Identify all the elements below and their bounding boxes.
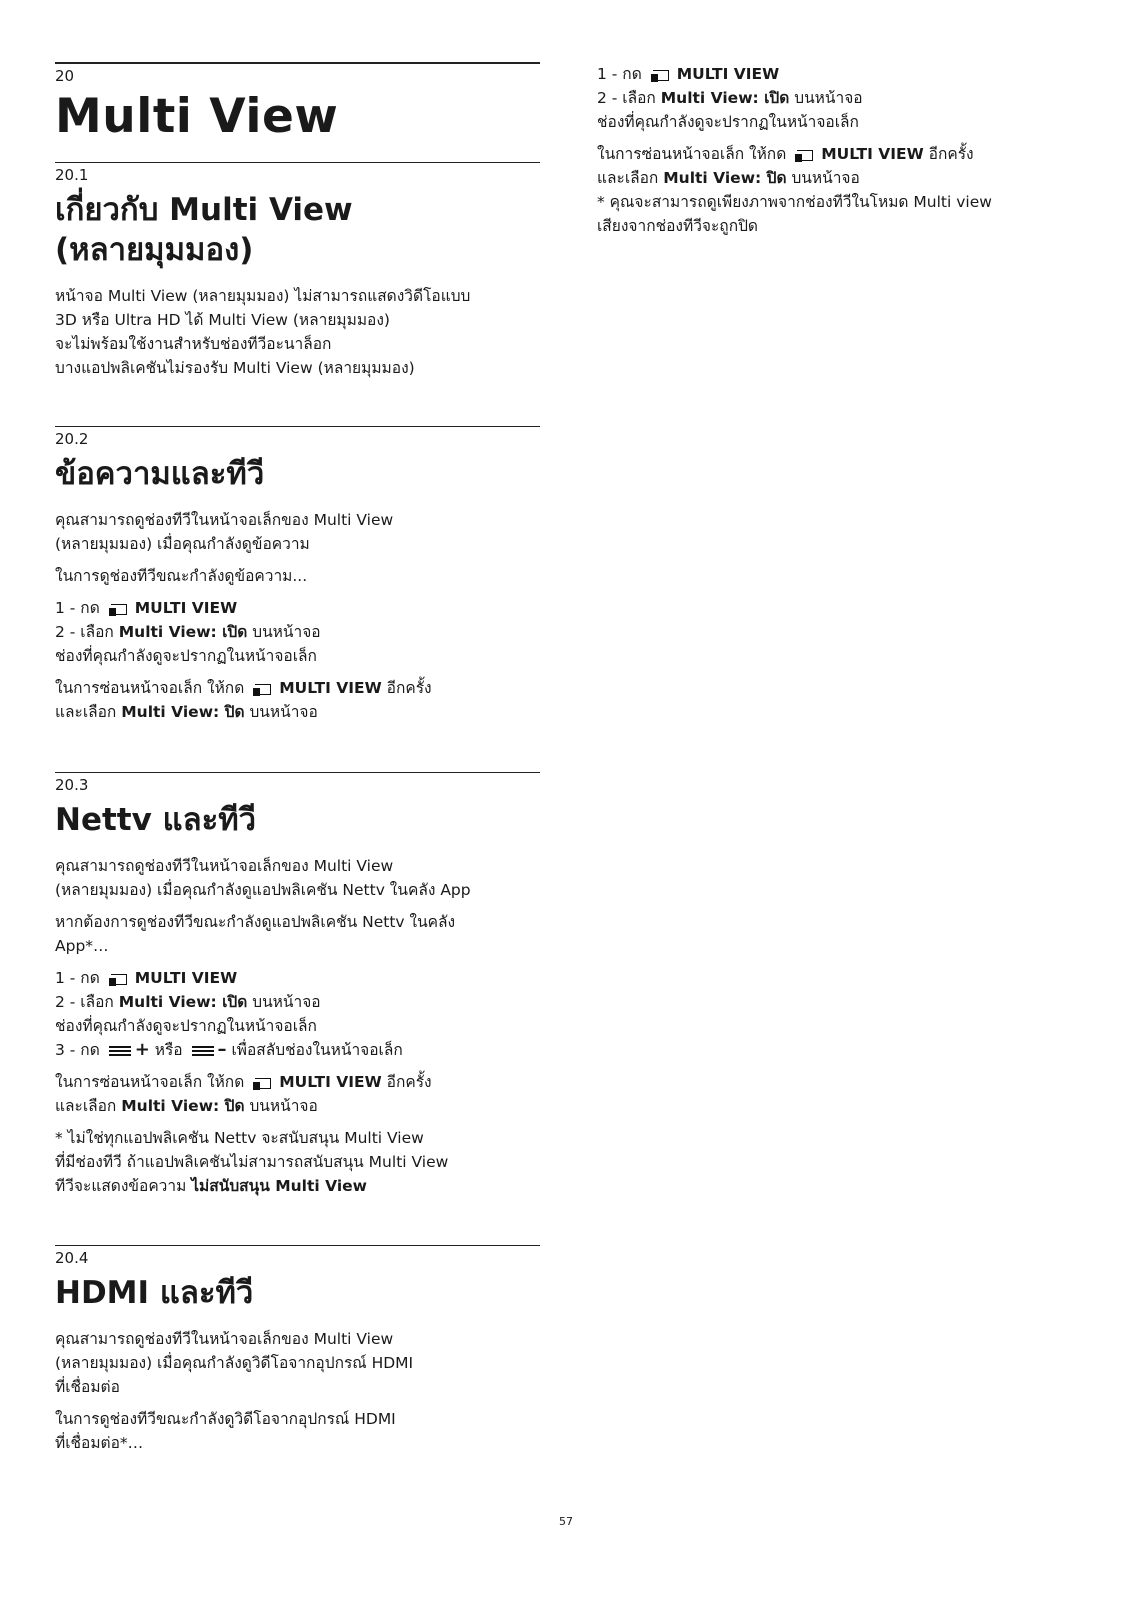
- text-line: ในการดูช่องทีวีขณะกำลังดูข้อความ...: [55, 567, 308, 585]
- section-nettv-and-tv: [55, 772, 540, 1206]
- step-text: บนหน้าจอ: [252, 623, 321, 641]
- text-line: คุณสามารถดูช่องทีวีในหน้าจอเล็กของ Multi View: [55, 511, 394, 529]
- step-3: [55, 1038, 540, 1062]
- multiview-key-icon: [253, 1076, 273, 1090]
- text-line: ที่มีช่องทีวี ถ้าแอปพลิเคชันไม่สามารถสนับสนุน Multi View: [55, 1153, 449, 1171]
- paragraph: [55, 508, 540, 556]
- text-line: ในการดูช่องทีวีขณะกำลังดูวิดีโอจากอุปกรณ์ HDMI: [55, 1410, 396, 1428]
- section-title-line: (หลายมุมมอง): [55, 232, 254, 268]
- step-text: ในการซ่อนหน้าจอเล็ก ให้กด: [55, 1073, 245, 1091]
- key-label: MULTI VIEW: [134, 599, 238, 617]
- step-text: 2 - เลือก: [55, 993, 114, 1011]
- section-rule: [55, 426, 540, 427]
- key-label: MULTI VIEW: [279, 679, 382, 697]
- step-text: ในการซ่อนหน้าจอเล็ก ให้กด: [55, 679, 245, 697]
- text-line: 3D หรือ Ultra HD ได้ Multi View (หลายมุมมอง): [55, 311, 390, 329]
- step-text: บนหน้าจอ: [791, 169, 860, 187]
- multiview-key-icon: [109, 972, 129, 986]
- section-number: 20.4: [55, 1249, 89, 1267]
- steps: [597, 62, 1077, 134]
- paragraph: [55, 1327, 540, 1399]
- section-text-and-tv: [55, 426, 540, 732]
- multiview-key-icon: [109, 602, 129, 616]
- step-text: บนหน้าจอ: [794, 89, 863, 107]
- chapter-rule: [55, 62, 540, 64]
- step-1: [597, 62, 1077, 86]
- hide-line-1: [597, 142, 1077, 166]
- option-label: Multi View: ปิด: [121, 703, 245, 721]
- paragraph: [55, 284, 540, 380]
- text-line: ช่องที่คุณกำลังดูจะปรากฏในหน้าจอเล็ก: [55, 1017, 317, 1035]
- text-line: จะไม่พร้อมใช้งานสำหรับช่องทีวีอะนาล็อก: [55, 335, 332, 353]
- footnote: [55, 1126, 540, 1198]
- paragraph: [55, 564, 540, 588]
- section-number: 20.1: [55, 166, 89, 184]
- plus-symbol: +: [134, 1039, 150, 1060]
- section-rule: [55, 1245, 540, 1246]
- step-text: 1 - กด: [597, 65, 642, 83]
- step-text: บนหน้าจอ: [249, 703, 318, 721]
- text-line: App*…: [55, 937, 109, 955]
- section-title: Nettv และทีวี: [55, 802, 257, 838]
- option-label: Multi View: เปิด: [660, 89, 790, 107]
- text-line: ที่เชื่อมต่อ*…: [55, 1434, 144, 1452]
- option-label: Multi View: เปิด: [118, 623, 248, 641]
- right-column: [597, 62, 1077, 246]
- step-text: บนหน้าจอ: [252, 993, 321, 1011]
- step-text: 3 - กด: [55, 1041, 100, 1059]
- hide-line-2: [55, 700, 540, 724]
- list-key-icon: [192, 1045, 214, 1057]
- step-text: หรือ: [154, 1041, 183, 1059]
- section-title-line: เกี่ยวกับ Multi View: [55, 192, 353, 228]
- section-title: HDMI และทีวี: [55, 1275, 254, 1311]
- text-line: (หลายมุมมอง) เมื่อคุณกำลังดูแอปพลิเคชัน Nettv ในคลัง App: [55, 881, 471, 899]
- hide-instructions: [55, 1070, 540, 1118]
- step-text: อีกครั้ง: [386, 1073, 432, 1091]
- section-rule: [55, 772, 540, 773]
- section-title: [55, 190, 540, 270]
- paragraph: [55, 854, 540, 902]
- chapter-number: 20: [55, 67, 75, 85]
- hide-line-2: [597, 166, 1077, 190]
- step-text: ในการซ่อนหน้าจอเล็ก ให้กด: [597, 145, 787, 163]
- step-1: [55, 966, 540, 990]
- step-text: และเลือก: [55, 1097, 117, 1115]
- steps: [55, 596, 540, 668]
- text-line: (หลายมุมมอง) เมื่อคุณกำลังดูข้อความ: [55, 535, 310, 553]
- hide-line-1: [55, 1070, 540, 1094]
- step-text: และเลือก: [597, 169, 659, 187]
- text-line: คุณสามารถดูช่องทีวีในหน้าจอเล็กของ Multi View: [55, 857, 394, 875]
- hide-line-1: [55, 676, 540, 700]
- section-about: [55, 162, 540, 388]
- option-label: Multi View: ปิด: [663, 169, 787, 187]
- key-label: MULTI VIEW: [134, 969, 238, 987]
- section-hdmi-and-tv: [55, 1245, 540, 1463]
- step-1: [55, 596, 540, 620]
- step-text: 1 - กด: [55, 969, 100, 987]
- multiview-key-icon: [795, 148, 815, 162]
- list-key-icon: [109, 1045, 131, 1057]
- section-rule: [55, 162, 540, 163]
- step-text: เพื่อสลับช่องในหน้าจอเล็ก: [231, 1041, 403, 1059]
- multiview-key-icon: [253, 682, 273, 696]
- section-number: 20.3: [55, 776, 89, 794]
- key-label: MULTI VIEW: [279, 1073, 382, 1091]
- page-number: 57: [559, 1515, 573, 1528]
- chapter-title: Multi View: [55, 89, 339, 144]
- minus-symbol: –: [217, 1039, 227, 1060]
- step-2: [55, 620, 540, 644]
- step-text: อีกครั้ง: [928, 145, 974, 163]
- text-line: * ไม่ใช่ทุกแอปพลิเคชัน Nettv จะสนับสนุน Multi View: [55, 1129, 424, 1147]
- text-line: หน้าจอ Multi View (หลายมุมมอง) ไม่สามารถแสดงวิดีโอแบบ: [55, 287, 471, 305]
- step-2: [55, 990, 540, 1014]
- hide-instructions: [55, 676, 540, 724]
- steps: [55, 966, 540, 1062]
- step-text: 2 - เลือก: [55, 623, 114, 641]
- text-line: บางแอปพลิเคชันไม่รองรับ Multi View (หลายมุมมอง): [55, 359, 415, 377]
- section-title: ข้อความและทีวี: [55, 456, 265, 492]
- text-line: คุณสามารถดูช่องทีวีในหน้าจอเล็กของ Multi View: [55, 1330, 394, 1348]
- note-last-line: [55, 1174, 540, 1198]
- hide-line-2: [55, 1094, 540, 1118]
- hide-instructions: [597, 142, 1077, 238]
- key-label: MULTI VIEW: [821, 145, 924, 163]
- step-text: และเลือก: [55, 703, 117, 721]
- text-line: ช่องที่คุณกำลังดูจะปรากฏในหน้าจอเล็ก: [597, 113, 859, 131]
- paragraph: [55, 910, 540, 958]
- step-2: [597, 86, 1077, 110]
- chapter-header: [55, 62, 540, 145]
- text-line: หากต้องการดูช่องทีวีขณะกำลังดูแอปพลิเคชัน Nettv ในคลัง: [55, 913, 456, 931]
- step-text: ทีวีจะแสดงข้อความ: [55, 1177, 187, 1195]
- section-number: 20.2: [55, 430, 89, 448]
- option-label: Multi View: เปิด: [118, 993, 248, 1011]
- key-label: MULTI VIEW: [676, 65, 780, 83]
- step-text: 1 - กด: [55, 599, 100, 617]
- text-line: ที่เชื่อมต่อ: [55, 1378, 120, 1396]
- multiview-key-icon: [651, 68, 671, 82]
- message-label: ไม่สนับสนุน Multi View: [191, 1177, 367, 1195]
- step-text: 2 - เลือก: [597, 89, 656, 107]
- step-text: อีกครั้ง: [386, 679, 432, 697]
- footnote-line: * คุณจะสามารถดูเพียงภาพจากช่องทีวีในโหมด Multi view: [597, 193, 992, 211]
- paragraph: [55, 1407, 540, 1455]
- footnote-line: เสียงจากช่องทีวีจะถูกปิด: [597, 217, 758, 235]
- text-line: (หลายมุมมอง) เมื่อคุณกำลังดูวิดีโอจากอุปกรณ์ HDMI: [55, 1354, 414, 1372]
- text-line: ช่องที่คุณกำลังดูจะปรากฏในหน้าจอเล็ก: [55, 647, 317, 665]
- option-label: Multi View: ปิด: [121, 1097, 245, 1115]
- step-text: บนหน้าจอ: [249, 1097, 318, 1115]
